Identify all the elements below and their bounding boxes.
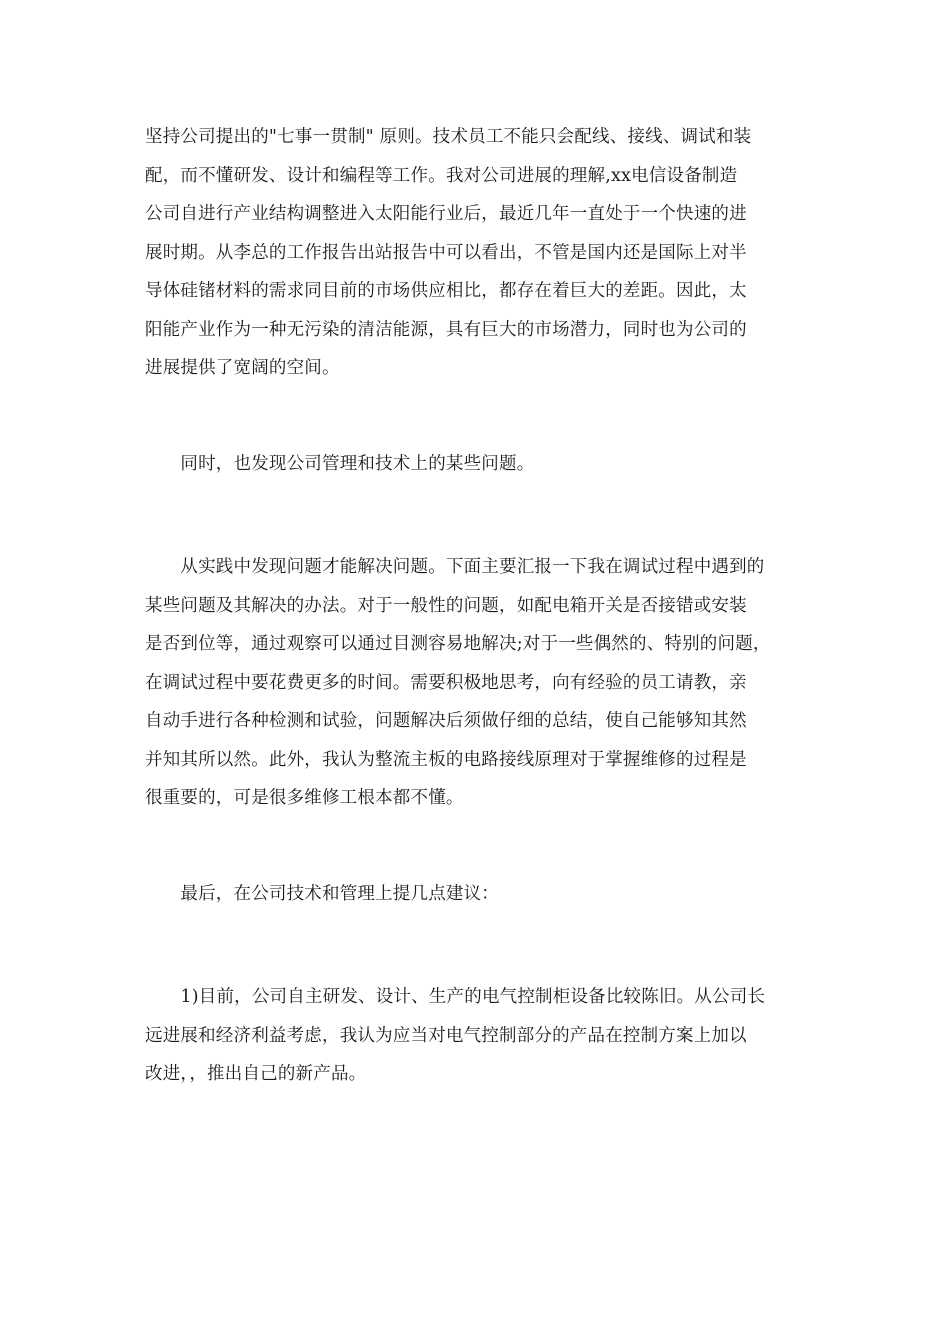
text-line: 配，而不懂研发、设计和编程等工作。我对公司进展的理解,xx电信设备制造 — [145, 165, 738, 186]
paragraph-problems-found — [145, 445, 815, 484]
text-line: 最后，在公司技术和管理上提几点建议： — [145, 884, 499, 904]
text-line: 从实践中发现问题才能解决问题。下面主要汇报一下我在调试过程中遇到的 — [145, 557, 765, 577]
text-line: 坚持公司提出的"七事一贯制" 原则。技术员工不能只会配线、接线、调试和装 — [145, 127, 752, 147]
text-line: 某些问题及其解决的办法。对于一般性的问题，如配电箱开关是否接错或安装 — [145, 595, 747, 616]
text-line: 1)目前，公司自主研发、设计、生产的电气控制柜设备比较陈旧。从公司长 — [145, 987, 766, 1007]
text-line: 远进展和经济利益考虑，我认为应当对电气控制部分的产品在控制方案上加以 — [145, 1025, 747, 1046]
paragraph-debugging — [145, 548, 815, 818]
text-line: 在调试过程中要花费更多的时间。需要积极地思考，向有经验的员工请教，亲 — [145, 672, 747, 693]
text-line: 同时，也发现公司管理和技术上的某些问题。 — [145, 454, 535, 474]
text-line: 阳能产业作为一种无污染的清洁能源，具有巨大的市场潜力，同时也为公司的 — [145, 319, 747, 340]
text-line: 公司自进行产业结构调整进入太阳能行业后，最近几年一直处于一个快速的进 — [145, 204, 747, 224]
paragraph-principle — [145, 118, 815, 388]
text-line: 是否到位等，通过观察可以通过目测容易地解决;对于一些偶然的、特别的问题， — [145, 634, 771, 654]
text-line: 自动手进行各种检测和试验，问题解决后须做仔细的总结，使自己能够知其然 — [145, 711, 747, 731]
text-line: 进展提供了宽阔的空间。 — [145, 358, 340, 378]
paragraph-suggestion-1 — [145, 978, 815, 1094]
paragraph-suggestions-intro — [145, 875, 815, 914]
text-line: 展时期。从李总的工作报告出站报告中可以看出，不管是国内还是国际上对半 — [145, 242, 747, 263]
text-line: 并知其所以然。此外，我认为整流主板的电路接线原理对于掌握维修的过程是 — [145, 749, 747, 770]
text-line: 导体硅锗材料的需求同目前的市场供应相比，都存在着巨大的差距。因此，太 — [145, 281, 747, 301]
text-line: 改进，，推出自己的新产品。 — [145, 1064, 367, 1084]
text-line: 很重要的，可是很多维修工根本都不懂。 — [145, 788, 464, 808]
